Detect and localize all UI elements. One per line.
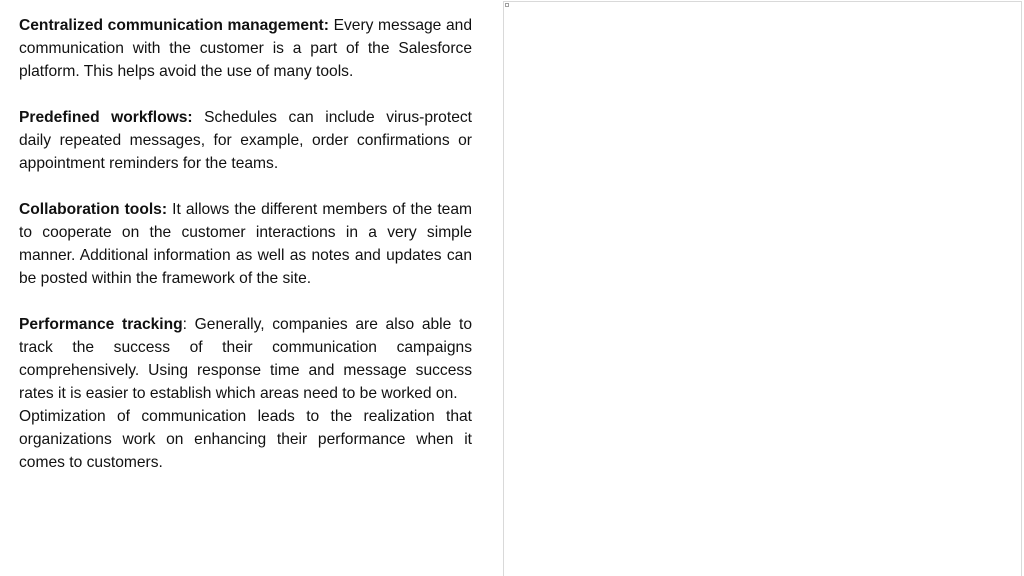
paragraph-centralized-communication xyxy=(19,14,472,83)
paragraph-spacer xyxy=(19,83,472,106)
paragraph-text: It allows the different members of the team to cooperate on the customer interactions in a very simple manner. Additional information as well as notes and updates can be posted within the framework of the site. xyxy=(19,201,473,287)
paragraph-heading: Predefined workflows: xyxy=(19,109,193,126)
paragraph-spacer xyxy=(19,290,472,313)
paragraph-predefined-workflows xyxy=(19,106,472,175)
broken-image-icon xyxy=(505,3,509,7)
paragraph-performance-tracking xyxy=(19,313,472,405)
paragraph-text: : Generally, companies are also able to track the success of their communication campaigns comprehensively. Using response time and message success rates it is easier to establish which areas need to be worked on. xyxy=(19,316,472,402)
paragraph-text: Every message and communication with the customer is a part of the Salesforce platform. This helps avoid the use of many tools. xyxy=(19,17,472,80)
paragraph-heading: Collaboration tools: xyxy=(19,201,168,218)
paragraph-text: Schedules can include virus-protect daily repeated messages, for example, order confirmations or appointment reminders for the teams. xyxy=(19,109,472,172)
paragraph-closing: Optimization of communication leads to the realization that organizations work on enhancing their performance when it comes to customers. xyxy=(19,408,472,471)
paragraph-collaboration-tools xyxy=(19,198,472,290)
paragraph-heading: Centralized communication management: xyxy=(19,17,329,34)
image-placeholder-panel xyxy=(503,1,1022,576)
text-column xyxy=(19,14,472,474)
paragraph-spacer xyxy=(19,175,472,198)
paragraph-heading: Performance tracking xyxy=(19,316,183,333)
